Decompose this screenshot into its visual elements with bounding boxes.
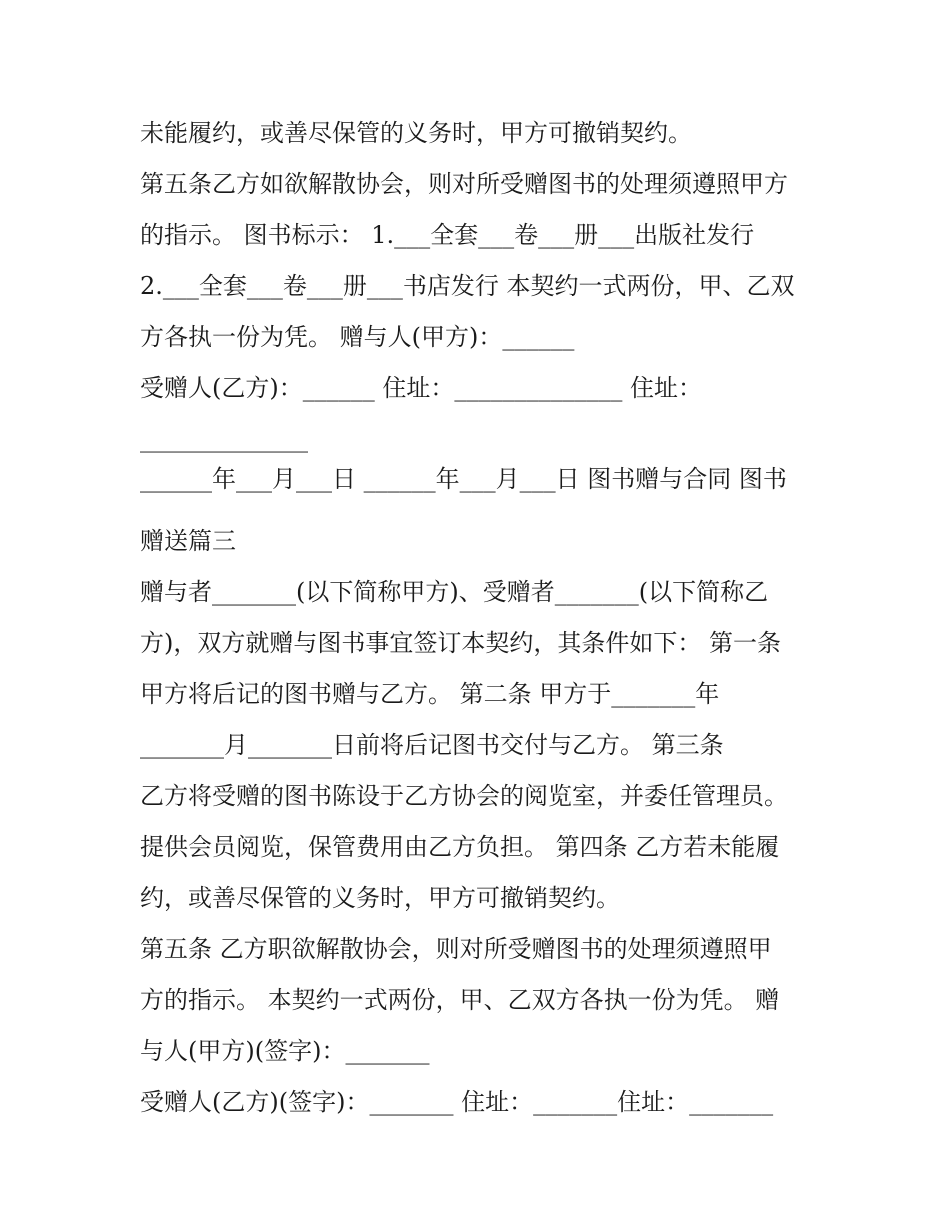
- text-line: 受赠人(乙方)：______ 住址：______________ 住址：: [140, 374, 702, 402]
- text-line: 第五条 乙方职欲解散协会，则对所受赠图书的处理须遵照甲: [140, 935, 772, 963]
- text-line: 方)，双方就赠与图书事宜签订本契约，其条件如下： 第一条: [140, 629, 781, 657]
- text-line: 约，或善尽保管的义务时，甲方可撤销契约。: [140, 884, 620, 912]
- text-line: ______年___月___日 ______年___月___日 图书赠与合同 图书: [140, 465, 787, 493]
- text-line: 未能履约，或善尽保管的义务时，甲方可撤销契约。: [140, 119, 692, 147]
- text-line: 受赠人(乙方)(签字)：_______ 住址：_______住址：_______: [140, 1088, 774, 1116]
- text-line: 的指示。 图书标示： 1.___全套___卷___册___出版社发行: [140, 221, 755, 249]
- text-line: 乙方将受赠的图书陈设于乙方协会的阅览室，并委任管理员。: [140, 782, 788, 810]
- text-line: _______月_______日前将后记图书交付与乙方。 第三条: [140, 731, 724, 759]
- text-line: 方的指示。 本契约一式两份，甲、乙双方各执一份为凭。 赠: [140, 986, 780, 1014]
- text-line: 赠与者_______(以下简称甲方)、受赠者_______(以下简称乙: [140, 578, 769, 606]
- text-line: 甲方将后记的图书赠与乙方。 第二条 甲方于_______年: [140, 680, 720, 708]
- document-body: [140, 108, 820, 1128]
- text-line: 提供会员阅览，保管费用由乙方负担。 第四条 乙方若未能履: [140, 833, 780, 861]
- text-line: 赠送篇三: [140, 527, 236, 555]
- text-line: 方各执一份为凭。 赠与人(甲方)：______: [140, 323, 575, 351]
- text-line: ______________: [140, 425, 308, 453]
- text-line: 第五条乙方如欲解散协会，则对所受赠图书的处理须遵照甲方: [140, 170, 788, 198]
- text-line: 与人(甲方)(签字)：_______: [140, 1037, 430, 1065]
- text-line: 2.___全套___卷___册___书店发行 本契约一式两份，甲、乙双: [140, 272, 795, 300]
